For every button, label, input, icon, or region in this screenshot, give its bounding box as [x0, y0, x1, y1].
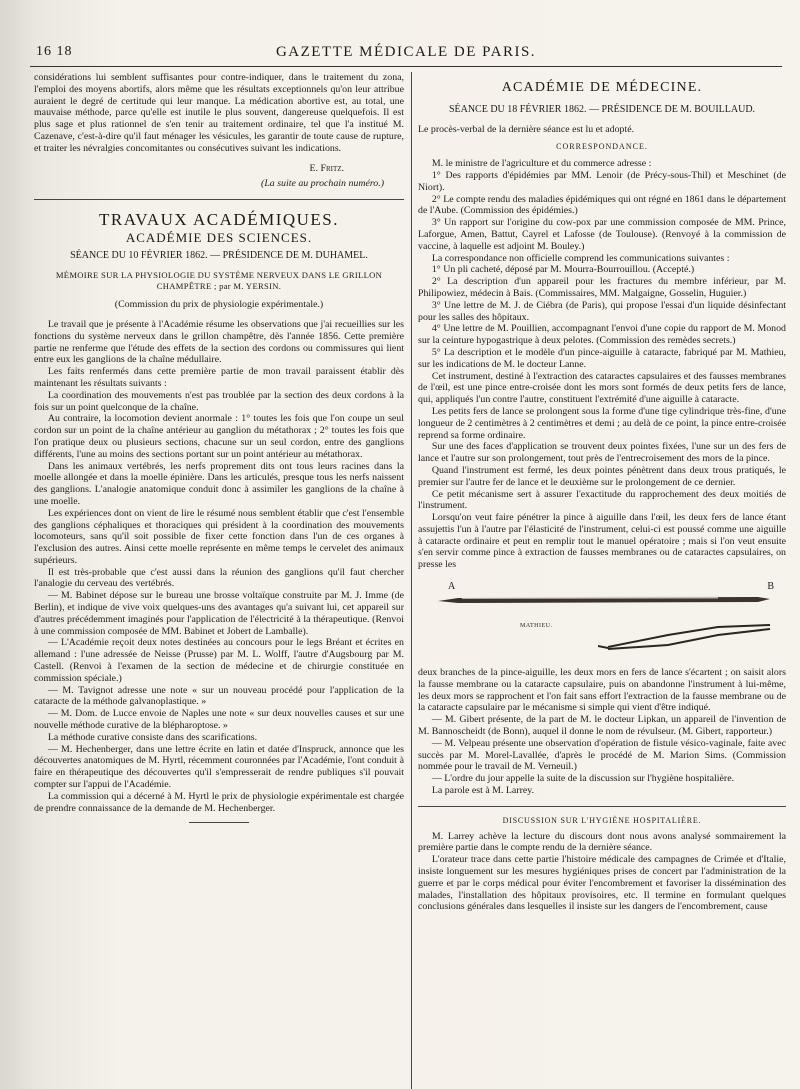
paragraph: Quand l'instrument est fermé, les deux pointes pénètrent dans deux trous pratiqués, le premier sur l'autre fer de lance et le deuxième sur le prolongement de ce dernier.: [418, 464, 786, 488]
paragraph: — L'ordre du jour appelle la suite de la discussion sur l'hygiène hospitalière.: [431, 773, 735, 785]
page-header: [30, 40, 782, 67]
paragraph: 1° Des rapports d'épidémies par MM. Lenoir (de Précy-sous-Thil) et Meschinet (de Niort).: [418, 169, 786, 193]
section-divider: [418, 806, 786, 807]
paragraph: 2° La description d'un appareil pour les fractures du membre inférieur, par M. Philipowiez, médecin à Bais. (Commissaires, MM. Malgaigne, Gosselin, Huguier.): [418, 276, 786, 299]
paragraph: deux branches de la pince-aiguille, les deux mors en fers de lance s'écartent ; on saisit alors la fausse membrane ou la cataracte capsulaire, puis on abandonne l'instrument à lui-même, les deux mors se rapprochent et l'on fait sans effort l'extraction de la fausse membrane ou de la cataracte capsulaire par le mécanisme si simple qui vient d'être indiqué.: [418, 667, 786, 714]
paragraph: La parole est à M. Larrey.: [431, 785, 535, 797]
paragraph: La coordination des mouvements n'est pas troublée par la section des deux cordons à la fois sur un point quelconque de la chaîne.: [34, 389, 404, 413]
academy-title: ACADÉMIE DES SCIENCES.: [125, 229, 313, 245]
page-number: 16 18: [36, 44, 73, 59]
paragraph: L'orateur trace dans cette partie l'histoire médicale des campagnes de Crimée et d'Italie, insiste longuement sur les mesures hygiéniques prises de concert par l'administration de la guerre et par le corps médical pour éviter l'encombrement et favoriser la dissémination des malades, l'installation des hôpitaux provisoires, etc. Il termine en formulant quelques conclusions générales dans lesquelles il insiste sur les dangers de l'encombrement, cause: [418, 854, 786, 913]
commission-note: (Commission du prix de physiologie expérimentale.): [114, 299, 324, 311]
session-heading: SÉANCE DU 10 FÉVRIER 1862. — PRÉSIDENCE DE M. DUHAMEL.: [70, 249, 368, 261]
paragraph: — M. Gibert présente, de la part de M. le docteur Lipkan, un appareil de l'invention de M. Bannoscheidt (de Bonn), auquel il donne le nom de révulseur. (M. Gibert, rapporteur.): [418, 714, 786, 738]
figure-label-b: B: [767, 581, 774, 593]
paragraph: La commission qui a décerné à M. Hyrtl le prix de physiologie expérimentale est chargée de prendre connaissance de la demande de M. Hechenberger.: [34, 790, 404, 814]
paragraph: Cet instrument, destiné à l'extraction des cataractes capsulaires et des fausses membranes de l'œil, est une pince entre-croisée dont les mors sont formés de deux petits fers de lance, qui, appliqués l'un contre l'autre, constituent l'extrémité d'une aiguille à cataracte.: [418, 370, 786, 406]
paragraph: Il est très-probable que c'est aussi dans la réunion des ganglions qu'il faut chercher l'analogie du cerveau des vertébrés.: [34, 566, 404, 590]
right-column: [418, 72, 786, 1089]
paragraph: Sur une des faces d'application se trouvent deux pointes fixées, l'une sur un des fers de lance et l'autre sur son prolongement, tout près de l'entrecroisement des mors de la pince.: [418, 441, 786, 465]
paragraph: 3° Un rapport sur l'origine du cow-pox par une commission composée de MM. Prince, Laforgue, Amen, Battut, Cayrel et Lafosse (de Toulouse). (Renvoyé à la commission de vaccine, à laquelle est adjoint M. Bouley.): [418, 217, 786, 252]
paragraph: M. le ministre de l'agriculture et du commerce adresse :: [431, 158, 652, 170]
paragraph: — M. Velpeau présente une observation d'opération de fistule vésico-vaginale, faite avec succès par M. Morel-Lavallée, d'après le procédé de M. Marion Sims. (Commission nommée pour le travail de M. Verneuil.): [418, 737, 786, 773]
paragraph: 2° Le compte rendu des maladies épidémiques qui ont régné en 1861 dans le département de l'Aube. (Commission des épidémies.): [418, 193, 786, 217]
paragraph: Au contraire, la locomotion devient anormale : 1° toutes les fois que l'on coupe un seul cordon sur un point de la chaîne antérieur au ganglion du métathorax ; 2° toutes les fois que l'on pratique deux ou plusieurs sections, chacune sur un seul cordon, entre des ganglions différents, l'une au moins des sections portant sur un point antérieur au métathorax.: [34, 413, 404, 460]
continuation-note: (La suite au prochain numéro.): [261, 178, 384, 190]
end-divider: [189, 822, 249, 823]
paragraph: Le travail que je présente à l'Académie résume les observations que j'ai recueillies sur les fonctions du système nerveux dans le grillon champêtre, dès l'année 1856. Cette première partie ne renferme que l'étude des effets de la section des cordons ou commissures qui lient entre eux les ganglions de la chaîne médullaire.: [34, 318, 404, 366]
pince-aiguille-illustration: [418, 575, 786, 661]
figure-label-a: A: [448, 581, 456, 593]
paragraph: La correspondance non officielle comprend les communications suivantes :: [431, 252, 730, 264]
paragraph: Les petits fers de lance se prolongent sous la forme d'une tige cylindrique très-fine, d'une longueur de 2 centimètres à 2 centimètres et demi ; au delà de ce point, la pince entre-croisée reprend sa forme ordinaire.: [418, 405, 786, 441]
paragraph: La méthode curative consiste dans des scarifications.: [47, 731, 258, 743]
paragraph: Ce petit mécanisme sert à assurer l'exactitude du rapprochement des deux moitiés de l'instrument.: [418, 488, 786, 512]
journal-title: GAZETTE MÉDICALE DE PARIS.: [275, 44, 537, 60]
paragraph: 5° La description et le modèle d'un pince-aiguille à cataracte, fabriqué par M. Mathieu, sur les indications de M. le docteur Lanne.: [418, 346, 786, 370]
paragraph: 4° Une lettre de M. Pouillien, accompagnant l'envoi d'une copie du rapport de M. Monod sur la ceinture hypogastrique à deux pelotes. (Commission des remèdes secrets.): [418, 323, 786, 347]
paragraph: Dans les animaux vertébrés, les nerfs proprement dits ont tous leurs racines dans la moelle allongée et dans la moelle épinière. Dans les articulés, presque tous les nerfs naissent des ganglions. L'analogie anatomique conduit donc à assimiler les ganglions de la chaîne à une moelle.: [34, 460, 404, 507]
discussion-heading: DISCUSSION SUR L'HYGIÈNE HOSPITALIÈRE.: [502, 815, 702, 825]
paragraph: — M. Hechenberger, dans une lettre écrite en latin et datée d'Inspruck, annonce que les découvertes anatomiques de M. Hyrtl, récemment couronnées par l'Académie, l'ont conduit à faire en thérapeutique des découvertes qu'il s'empresserait de rendre publiques s'il pouvait compter sur l'appui de l'Académie.: [34, 743, 404, 791]
academy-title: ACADÉMIE DE MÉDECINE.: [501, 80, 703, 95]
intro-paragraph: considérations lui semblent suffisantes pour contre-indiquer, dans le traitement du zona, l'emploi des moyens abortifs, alors même que les résultats exceptionnels qu'on leur attribue auraient le degré de certitude qui leur manque. La médication abortive est, au total, une mauvaise méthode, parce qu'elle est inutile le plus souvent, dangereuse quelquefois. Il est plus sage et plus rationnel de s'en tenir au traitement ordinaire, tel que l'a institué M. Cazenave, c'est-à-dire qu'il faut ménager les vésicules, les garantir de toute cause de rupture, et traiter les névralgies concomitantes ou consécutives suivant les indications.: [34, 72, 404, 154]
correspondence-heading: CORRESPONDANCE.: [556, 142, 648, 152]
instrument-figure: [418, 575, 786, 661]
paragraph: Les expériences dont on vient de lire le résumé nous semblent établir que c'est l'ensemble des ganglions céphaliques et thoraciques qui président à la coordination des mouvements locomoteurs, sans qu'il soit possible de fixer cette fonction dans l'un de ces organes à l'exclusion des autres. Ainsi cette moelle représente en même temps le cervelet des animaux supérieurs.: [34, 507, 404, 566]
paragraph: — L'Académie reçoit deux notes destinées au concours pour le legs Bréant et écrites en allemand : l'une adressée de Neisse (Prusse) par M. L. Wolff, l'autre d'Augsbourg par M. Castell. (Renvoi à l'examen de la section de médecine et de chirurgie constituée en commission spéciale.): [34, 637, 404, 684]
column-divider: [411, 72, 412, 1089]
paragraph: — M. Babinet dépose sur le bureau une brosse voltaïque construite par M. J. Imme (de Berlin), et indique de vive voix quelques-uns des avantages qu'a suivant lui, cet appareil sur d'autres précédemment imaginés pour l'application de l'électricité à la thérapeutique. (Renvoi à une commission composée de MM. Babinet et Jobert de Lamballe).: [34, 590, 404, 637]
paragraph: 3° Une lettre de M. J. de Ciébra (de Paris), qui propose l'essai d'un liquide désinfectant pour les salles des hôpitaux.: [418, 299, 786, 323]
figure-maker-label: MATHIEU.: [520, 623, 553, 630]
paragraph: 1° Un pli cacheté, déposé par M. Mourra-Bourrouillou. (Accepté.): [431, 264, 695, 276]
paragraph: M. Larrey achève la lecture du discours dont nous avons analysé sommairement la première partie dans le compte rendu de la dernière séance.: [418, 830, 786, 854]
paragraph: Lorsqu'on veut faire pénétrer la pince à aiguille dans l'œil, les deux fers de lance étant assujettis l'un à l'autre par l'élasticité de l'instrument, celui-ci est poussé comme une aiguille à cataracte ordinaire et peut en remplir tout le manuel opératoire ; mais si l'on veut ensuite s'en servir comme pince à extraction de fausses membranes ou de cataractes capsulaires, on presse les: [418, 512, 786, 571]
section-title: TRAVAUX ACADÉMIQUES.: [98, 210, 339, 230]
session-heading: SÉANCE DU 18 FÉVRIER 1862. — PRÉSIDENCE DE M. BOUILLAUD.: [448, 103, 756, 115]
paragraph: — M. Tavignot adresse une note « sur un nouveau procédé pour l'application de la cataracte de la méthode galvanoplastique. »: [34, 684, 404, 708]
author-signature: E. Fritz.: [309, 162, 344, 174]
paragraph: — M. Dom. de Lucce envoie de Naples une note « sur deux nouvelles causes et sur une nouvelle méthode curative de la blépharoptose. »: [34, 708, 404, 732]
memoir-title: MÉMOIRE SUR LA PHYSIOLOGIE DU SYSTÈME NERVEUX DANS LE GRILLON CHAMPÊTRE ; par M. YERSIN.: [55, 269, 383, 292]
paragraph: Les faits renfermés dans cette première partie de mon travail paraissent établir dès maintenant les résultats suivants :: [34, 366, 404, 389]
section-divider: [34, 199, 404, 200]
minutes-line: Le procès-verbal de la dernière séance est lu et adopté.: [418, 123, 635, 135]
left-column: [34, 72, 404, 1089]
